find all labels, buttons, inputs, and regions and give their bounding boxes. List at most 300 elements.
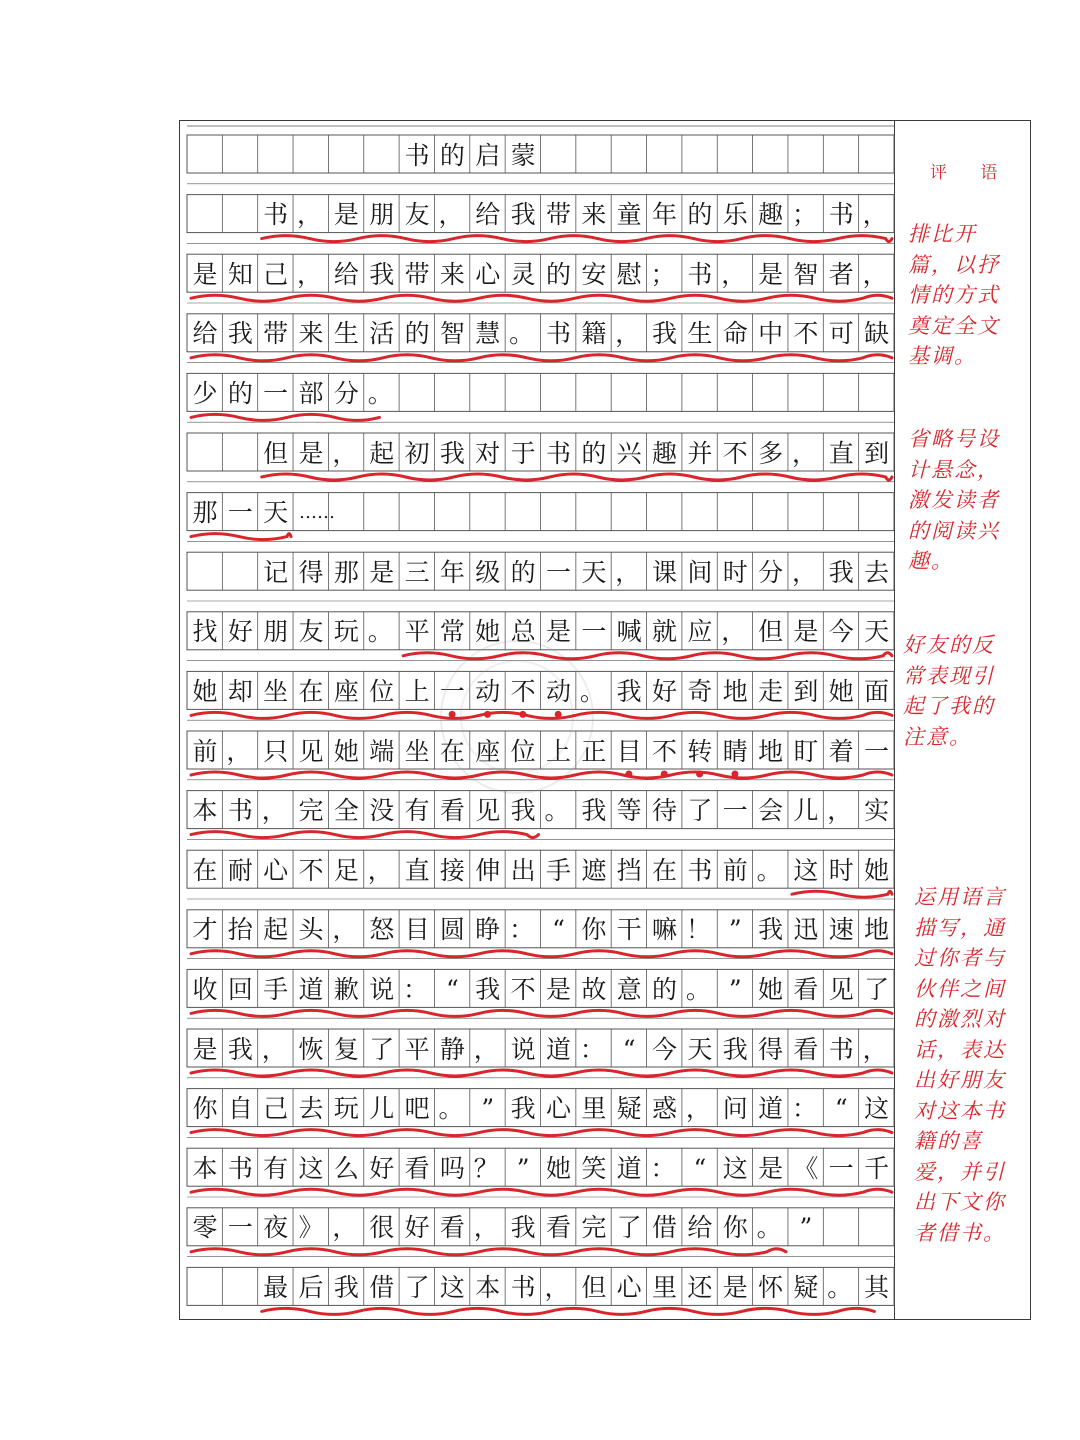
grid-char: 安 bbox=[581, 259, 607, 289]
grid-char: 书 bbox=[227, 796, 253, 826]
grid-char: 这 bbox=[793, 855, 819, 885]
grid-char: ， bbox=[615, 557, 641, 587]
grid-char: 中 bbox=[758, 319, 784, 349]
grid-char: 速 bbox=[828, 915, 854, 945]
grid-char: 见 bbox=[475, 796, 501, 826]
grid-char: 看 bbox=[439, 796, 465, 826]
grid-char: 坐 bbox=[404, 736, 430, 766]
grid-char: ， bbox=[473, 1213, 499, 1243]
grid-char: 我 bbox=[227, 1034, 253, 1064]
grid-char: 一 bbox=[545, 557, 571, 587]
grid-char: 盯 bbox=[793, 736, 819, 766]
grid-char: 带 bbox=[404, 259, 430, 289]
grid-char: 兴 bbox=[616, 438, 642, 468]
grid-char: 书 bbox=[545, 438, 571, 468]
grid-char: 笑 bbox=[581, 1153, 607, 1183]
grid-char: ， bbox=[862, 259, 888, 289]
grid-char: 手 bbox=[263, 974, 289, 1004]
grid-char: 位 bbox=[369, 676, 395, 706]
grid-char: 是 bbox=[793, 617, 819, 647]
grid-char: ， bbox=[367, 855, 393, 885]
grid-char: 玩 bbox=[333, 617, 359, 647]
grid-char: 去 bbox=[298, 1094, 324, 1124]
grid-char: 我 bbox=[369, 259, 395, 289]
grid-char: 手 bbox=[545, 855, 571, 885]
grid-char: 书 bbox=[545, 319, 571, 349]
grid-char: 歉 bbox=[333, 974, 359, 1004]
grid-char: 很 bbox=[369, 1213, 395, 1243]
grid-char: 静 bbox=[439, 1034, 465, 1064]
grid-char: 我 bbox=[581, 796, 607, 826]
grid-char: 儿 bbox=[793, 796, 819, 826]
grid-char: 友 bbox=[404, 200, 430, 230]
grid-char: ， bbox=[473, 1034, 499, 1064]
grid-char: 得 bbox=[298, 557, 324, 587]
grid-char: ， bbox=[721, 617, 747, 647]
grid-char: 故 bbox=[581, 974, 607, 1004]
grid-char: 坐 bbox=[263, 676, 289, 706]
grid-char: 生 bbox=[333, 319, 359, 349]
grid-char: 一 bbox=[722, 796, 748, 826]
grid-char: 我 bbox=[652, 319, 678, 349]
grid-char: 是 bbox=[192, 259, 218, 289]
grid-char: 干 bbox=[616, 915, 642, 945]
grid-char: 位 bbox=[510, 736, 536, 766]
grid-char: 在 bbox=[298, 676, 324, 706]
grid-char: 可 bbox=[828, 319, 854, 349]
grid-char: 端 bbox=[369, 736, 395, 766]
grid-char: 但 bbox=[581, 1272, 607, 1302]
grid-char: ； bbox=[650, 259, 676, 289]
grid-char: 书 bbox=[227, 1153, 253, 1183]
grid-char: ？ bbox=[473, 1153, 499, 1183]
grid-char: 疑 bbox=[793, 1272, 819, 1302]
grid-char: 其 bbox=[864, 1272, 890, 1302]
grid-char: 记 bbox=[263, 557, 289, 587]
grid-char: 。 bbox=[756, 855, 782, 885]
grid-char: 她 bbox=[828, 676, 854, 706]
grid-char: 慧 bbox=[475, 319, 501, 349]
grid-char: 怒 bbox=[369, 915, 395, 945]
grid-char: 头 bbox=[298, 915, 324, 945]
grid-char: 面 bbox=[864, 676, 890, 706]
grid-char: 我 bbox=[227, 319, 253, 349]
grid-char: ， bbox=[721, 259, 747, 289]
grid-char: 一 bbox=[581, 617, 607, 647]
grid-char: 分 bbox=[333, 378, 359, 408]
grid-char: 。 bbox=[685, 974, 711, 1004]
grid-char: 生 bbox=[687, 319, 713, 349]
grid-char: 找 bbox=[192, 617, 218, 647]
grid-char: 童 bbox=[616, 200, 642, 230]
grid-char: 还 bbox=[687, 1272, 713, 1302]
grid-char: 给 bbox=[333, 259, 359, 289]
grid-char: 今 bbox=[652, 1034, 678, 1064]
grid-char: 者 bbox=[828, 259, 854, 289]
grid-char: 却 bbox=[227, 676, 253, 706]
grid-char: 全 bbox=[333, 796, 359, 826]
grid-char: 我 bbox=[758, 915, 784, 945]
comment-parallelism: 排比开 篇，以抒 情的方式 奠定全文 基调。 bbox=[908, 222, 1000, 368]
grid-char: 籍 bbox=[581, 319, 607, 349]
grid-char: 我 bbox=[722, 1034, 748, 1064]
grid-char: 年 bbox=[439, 557, 465, 587]
grid-char: “ bbox=[834, 1094, 848, 1124]
grid-char: “ bbox=[693, 1153, 707, 1183]
grid-char: 天 bbox=[864, 617, 890, 647]
grid-char: 年 bbox=[652, 200, 678, 230]
grid-char: ， bbox=[827, 796, 853, 826]
grid-char: 这 bbox=[298, 1153, 324, 1183]
grid-char: 。 bbox=[367, 617, 393, 647]
grid-char: ： bbox=[579, 1034, 605, 1064]
comment-dialogue: 运用语言 描写，通 过你者与 伙伴之间 的激烈对 话，表达 出好朋友 对这本书 籍的喜 爱，并引 出下文你 者借书。 bbox=[914, 885, 1006, 1245]
grid-char: ： bbox=[791, 1094, 817, 1124]
grid-char: 有 bbox=[263, 1153, 289, 1183]
grid-char: 零 bbox=[192, 1213, 218, 1243]
grid-char: 最 bbox=[263, 1272, 289, 1302]
grid-char: 她 bbox=[192, 676, 218, 706]
grid-char: 书 bbox=[404, 140, 430, 170]
grid-char: 我 bbox=[616, 676, 642, 706]
grid-char: 是 bbox=[192, 1034, 218, 1064]
grid-char: 完 bbox=[298, 796, 324, 826]
grid-char: 看 bbox=[793, 1034, 819, 1064]
grid-char: 吧 bbox=[404, 1094, 430, 1124]
grid-char: 那 bbox=[333, 557, 359, 587]
grid-char: 直 bbox=[828, 438, 854, 468]
grid-char: 书 bbox=[687, 855, 713, 885]
grid-char: ， bbox=[438, 200, 464, 230]
grid-char: 。 bbox=[509, 319, 535, 349]
grid-char: 怀 bbox=[758, 1272, 784, 1302]
grid-char: 挡 bbox=[616, 855, 642, 885]
grid-char: 天 bbox=[263, 498, 289, 528]
grid-char: 常 bbox=[439, 617, 465, 647]
grid-char: “ bbox=[446, 974, 459, 1004]
grid-char: 伸 bbox=[475, 855, 501, 885]
grid-char: 部 bbox=[298, 378, 324, 408]
grid-char: 是 bbox=[369, 557, 395, 587]
grid-char: ” bbox=[799, 1213, 813, 1243]
grid-char: 完 bbox=[581, 1213, 607, 1243]
grid-char: 得 bbox=[758, 1034, 784, 1064]
grid-char: 心 bbox=[545, 1094, 571, 1124]
grid-char: 见 bbox=[298, 736, 324, 766]
grid-char: 朋 bbox=[369, 200, 395, 230]
grid-char: 动 bbox=[475, 676, 501, 706]
grid-char: 出 bbox=[510, 855, 536, 885]
grid-char: ， bbox=[791, 557, 817, 587]
grid-char: ： bbox=[509, 915, 535, 945]
grid-char: 书 bbox=[687, 259, 713, 289]
grid-char: 直 bbox=[404, 855, 430, 885]
grid-char: 我 bbox=[510, 1094, 536, 1124]
grid-char: 实 bbox=[864, 796, 890, 826]
grid-char: 带 bbox=[545, 200, 571, 230]
grid-char: 天 bbox=[687, 1034, 713, 1064]
grid-char: 是 bbox=[722, 1272, 748, 1302]
grid-char: 书 bbox=[510, 1272, 536, 1302]
grid-char: 喊 bbox=[616, 617, 642, 647]
grid-char: 意 bbox=[616, 974, 642, 1004]
grid-char: 本 bbox=[192, 796, 218, 826]
grid-char: 天 bbox=[581, 557, 607, 587]
grid-char: 收 bbox=[192, 974, 218, 1004]
grid-char: ， bbox=[862, 1034, 888, 1064]
grid-char: 。 bbox=[827, 1272, 853, 1302]
grid-char: 座 bbox=[475, 736, 501, 766]
grid-char: 不 bbox=[652, 736, 678, 766]
grid-char: 这 bbox=[439, 1272, 465, 1302]
grid-char: 借 bbox=[369, 1272, 395, 1302]
grid-char: ” bbox=[728, 974, 742, 1004]
grid-char: 是 bbox=[758, 259, 784, 289]
grid-char: 乐 bbox=[722, 200, 748, 230]
grid-char: 心 bbox=[616, 1272, 642, 1302]
grid-char: 好 bbox=[369, 1153, 395, 1183]
grid-char: 并 bbox=[687, 438, 713, 468]
grid-char: 少 bbox=[192, 378, 218, 408]
grid-char: 恢 bbox=[298, 1034, 324, 1064]
grid-char: 。 bbox=[367, 378, 393, 408]
grid-char: 不 bbox=[510, 676, 536, 706]
grid-char: 睛 bbox=[722, 736, 748, 766]
grid-char: 疑 bbox=[616, 1094, 642, 1124]
grid-char: 千 bbox=[864, 1153, 890, 1183]
grid-char: 她 bbox=[758, 974, 784, 1004]
grid-char: 的 bbox=[652, 974, 678, 1004]
grid-char: 时 bbox=[828, 855, 854, 885]
grid-char: 目 bbox=[404, 915, 430, 945]
grid-char: ， bbox=[332, 1213, 358, 1243]
grid-char: 初 bbox=[404, 438, 430, 468]
grid-char: 心 bbox=[263, 855, 289, 885]
grid-char: 地 bbox=[758, 736, 784, 766]
grid-char: 《 bbox=[793, 1153, 819, 1183]
grid-char: 前 bbox=[192, 736, 218, 766]
grid-char: 是 bbox=[298, 438, 324, 468]
grid-char: 儿 bbox=[369, 1094, 395, 1124]
grid-char: 道 bbox=[298, 974, 324, 1004]
grid-char: 一 bbox=[439, 676, 465, 706]
grid-char: 目 bbox=[616, 736, 642, 766]
grid-char: 道 bbox=[758, 1094, 784, 1124]
grid-char: 回 bbox=[227, 974, 253, 1004]
grid-char: ， bbox=[791, 438, 817, 468]
grid-char: 给 bbox=[687, 1213, 713, 1243]
grid-char: 到 bbox=[793, 676, 819, 706]
grid-char: 了 bbox=[864, 974, 890, 1004]
grid-char: 惑 bbox=[652, 1094, 678, 1124]
grid-char: 己 bbox=[263, 1094, 289, 1124]
grid-char: 到 bbox=[864, 438, 890, 468]
grid-char: 复 bbox=[333, 1034, 359, 1064]
grid-char: 着 bbox=[828, 736, 854, 766]
grid-char: 友 bbox=[298, 617, 324, 647]
grid-char: 有 bbox=[404, 796, 430, 826]
grid-char: 才 bbox=[192, 915, 218, 945]
grid-char: 了 bbox=[369, 1034, 395, 1064]
grid-char: 心 bbox=[475, 259, 501, 289]
grid-char: 没 bbox=[369, 796, 395, 826]
grid-char: 本 bbox=[475, 1272, 501, 1302]
grid-char: 这 bbox=[864, 1094, 890, 1124]
grid-char: 的 bbox=[510, 557, 536, 587]
grid-char: 吗 bbox=[439, 1153, 465, 1183]
grid-char: ， bbox=[332, 915, 358, 945]
grid-char: 不 bbox=[510, 974, 536, 1004]
grid-char: 多 bbox=[758, 438, 784, 468]
grid-char: 趣 bbox=[652, 438, 678, 468]
grid-char: 我 bbox=[510, 1213, 536, 1243]
grid-char: 看 bbox=[404, 1153, 430, 1183]
grid-char: 来 bbox=[298, 319, 324, 349]
grid-char: 问 bbox=[722, 1094, 748, 1124]
grid-char: 一 bbox=[828, 1153, 854, 1183]
grid-char: 待 bbox=[652, 796, 678, 826]
grid-char: 遮 bbox=[581, 855, 607, 885]
grid-char: …… bbox=[299, 501, 336, 523]
grid-char: 是 bbox=[545, 974, 571, 1004]
grid-char: 道 bbox=[616, 1153, 642, 1183]
grid-char: 是 bbox=[758, 1153, 784, 1183]
grid-char: 睁 bbox=[475, 915, 501, 945]
grid-char: 的 bbox=[581, 438, 607, 468]
grid-char: 应 bbox=[687, 617, 713, 647]
grid-char: 的 bbox=[439, 140, 465, 170]
grid-char: 不 bbox=[793, 319, 819, 349]
grid-char: ， bbox=[615, 319, 641, 349]
grid-char: 时 bbox=[722, 557, 748, 587]
grid-char: 么 bbox=[333, 1153, 359, 1183]
grid-char: 好 bbox=[227, 617, 253, 647]
grid-char: 起 bbox=[369, 438, 395, 468]
grid-char: 平 bbox=[404, 1034, 430, 1064]
grid-char: 动 bbox=[545, 676, 571, 706]
grid-char: 圆 bbox=[439, 915, 465, 945]
grid-char: ： bbox=[403, 974, 429, 1004]
grid-char: 座 bbox=[333, 676, 359, 706]
comments-heading: 评 语 bbox=[930, 163, 1012, 183]
grid-char: 带 bbox=[263, 319, 289, 349]
grid-char: 我 bbox=[828, 557, 854, 587]
grid-char: 给 bbox=[475, 200, 501, 230]
grid-char: 正 bbox=[581, 736, 607, 766]
grid-char: 分 bbox=[758, 557, 784, 587]
grid-char: 那 bbox=[192, 498, 218, 528]
grid-char: 。 bbox=[438, 1094, 464, 1124]
grid-char: 她 bbox=[864, 855, 890, 885]
grid-char: 玩 bbox=[333, 1094, 359, 1124]
grid-char: 自 bbox=[227, 1094, 253, 1124]
grid-char: 不 bbox=[298, 855, 324, 885]
grid-char: 迅 bbox=[793, 915, 819, 945]
grid-char: 奇 bbox=[687, 676, 713, 706]
grid-char: 活 bbox=[369, 319, 395, 349]
grid-char: 但 bbox=[263, 438, 289, 468]
grid-char: 平 bbox=[404, 617, 430, 647]
grid-char: ， bbox=[544, 1272, 570, 1302]
grid-char: 书 bbox=[828, 1034, 854, 1064]
grid-char: 我 bbox=[439, 438, 465, 468]
grid-char: 的 bbox=[404, 319, 430, 349]
grid-char: 看 bbox=[439, 1213, 465, 1243]
grid-char: 的 bbox=[687, 200, 713, 230]
grid-char: 。 bbox=[579, 676, 605, 706]
grid-char: 后 bbox=[298, 1272, 324, 1302]
grid-char: ， bbox=[261, 796, 287, 826]
grid-char: ， bbox=[226, 736, 252, 766]
grid-char: 地 bbox=[864, 915, 890, 945]
grid-char: 我 bbox=[510, 796, 536, 826]
grid-char: 三 bbox=[404, 557, 430, 587]
grid-char: 总 bbox=[510, 617, 536, 647]
grid-char: 蒙 bbox=[510, 140, 536, 170]
grid-char: ， bbox=[862, 200, 888, 230]
grid-char: 说 bbox=[510, 1034, 536, 1064]
grid-char: 夜 bbox=[263, 1213, 289, 1243]
grid-char: 一 bbox=[864, 736, 890, 766]
grid-char: 了 bbox=[616, 1213, 642, 1243]
grid-char: 耐 bbox=[227, 855, 253, 885]
grid-char: 己 bbox=[263, 259, 289, 289]
grid-char: 命 bbox=[722, 319, 748, 349]
grid-char: 在 bbox=[652, 855, 678, 885]
grid-char: ， bbox=[685, 1094, 711, 1124]
grid-char: 智 bbox=[793, 259, 819, 289]
grid-char: 看 bbox=[545, 1213, 571, 1243]
grid-char: 里 bbox=[652, 1272, 678, 1302]
grid-char: ， bbox=[332, 438, 358, 468]
grid-char: ” bbox=[481, 1094, 495, 1124]
grid-char: 灵 bbox=[510, 259, 536, 289]
grid-char: 来 bbox=[439, 259, 465, 289]
grid-char: 不 bbox=[722, 438, 748, 468]
grid-char: 好 bbox=[652, 676, 678, 706]
grid-char: 你 bbox=[192, 1094, 218, 1124]
watermark-seal bbox=[440, 640, 594, 794]
grid-char: 转 bbox=[687, 736, 713, 766]
grid-char: ， bbox=[297, 259, 323, 289]
grid-char: 我 bbox=[333, 1272, 359, 1302]
grid-char: 一 bbox=[227, 1213, 253, 1243]
grid-char: 。 bbox=[544, 796, 570, 826]
grid-char: 我 bbox=[475, 974, 501, 1004]
grid-char: 一 bbox=[263, 378, 289, 408]
grid-char: 今 bbox=[828, 617, 854, 647]
grid-char: 在 bbox=[192, 855, 218, 885]
grid-char: 去 bbox=[864, 557, 890, 587]
grid-char: “ bbox=[622, 1034, 636, 1064]
grid-char: 上 bbox=[545, 736, 571, 766]
grid-char: 给 bbox=[192, 319, 218, 349]
grid-char: “ bbox=[552, 915, 565, 945]
grid-char: 就 bbox=[652, 617, 678, 647]
grid-char: 知 bbox=[227, 259, 253, 289]
grid-char: 在 bbox=[439, 736, 465, 766]
grid-char: 的 bbox=[227, 378, 253, 408]
grid-char: 地 bbox=[722, 676, 748, 706]
grid-char: ” bbox=[516, 1153, 530, 1183]
grid-char: 于 bbox=[510, 438, 536, 468]
grid-char: 上 bbox=[404, 676, 430, 706]
grid-char: 她 bbox=[545, 1153, 571, 1183]
grid-char: 见 bbox=[828, 974, 854, 1004]
grid-char: ： bbox=[650, 1153, 676, 1183]
grid-char: 是 bbox=[333, 200, 359, 230]
grid-char: 抬 bbox=[227, 915, 253, 945]
